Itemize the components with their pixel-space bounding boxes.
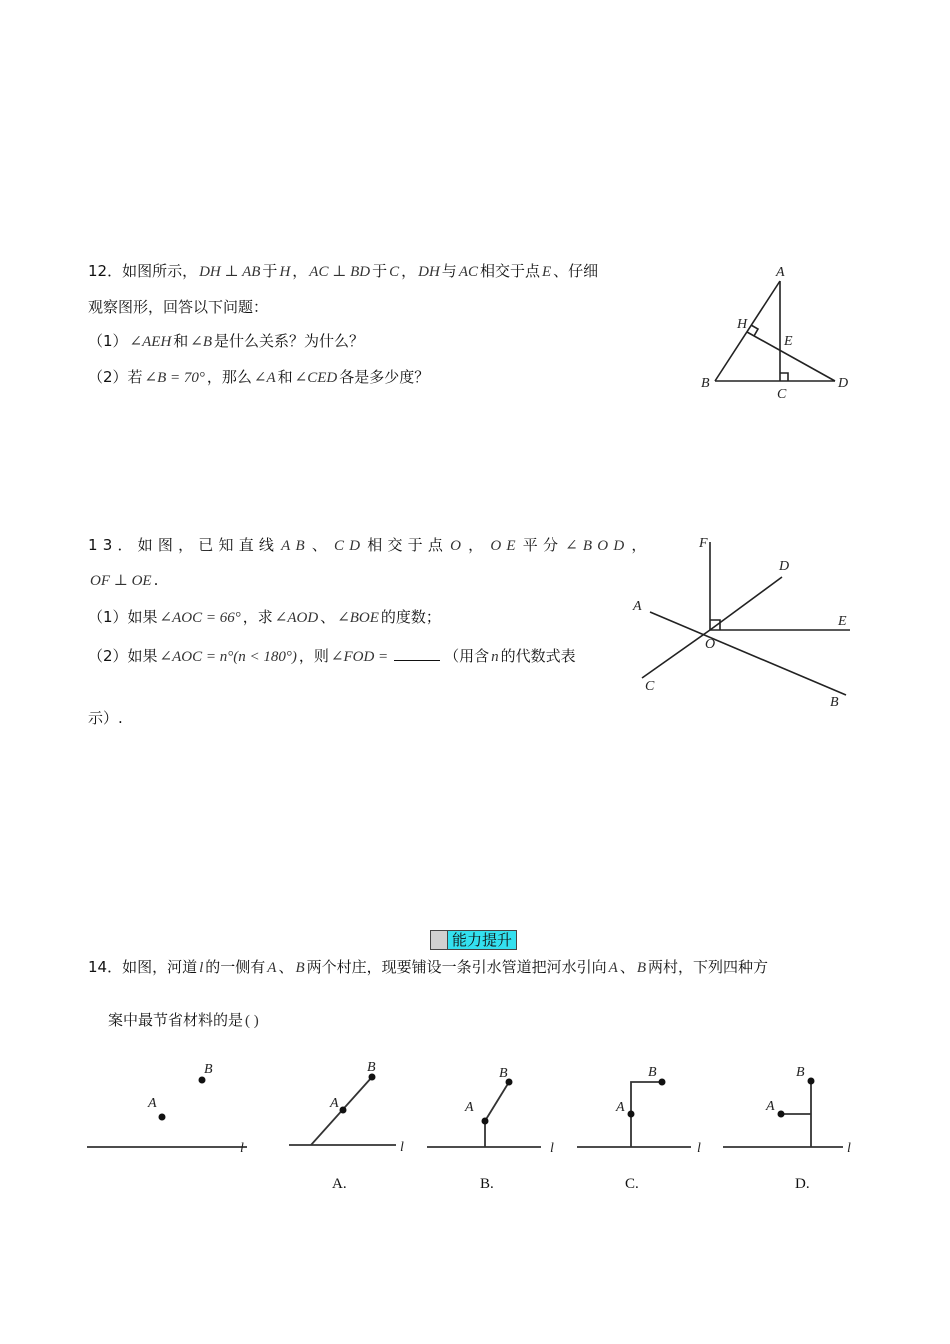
math: O — [450, 538, 467, 554]
text: ，求 — [242, 608, 273, 626]
label-B: B — [701, 376, 710, 391]
q14-options-figure — [80, 1055, 870, 1165]
label-C: C — [645, 679, 655, 694]
text: 和 — [173, 332, 189, 350]
text: ， — [468, 536, 489, 554]
q13-part1 — [88, 607, 441, 628]
text: 13．如图，已知直线 — [88, 536, 280, 554]
village-a-option-d — [778, 1111, 785, 1118]
text: 于 — [262, 262, 278, 280]
math: OF ⊥ OE — [90, 573, 152, 589]
text: 与 — [441, 262, 457, 280]
text: ， — [401, 262, 417, 280]
q13-lines-figure — [625, 530, 865, 715]
math: ∠BOD — [565, 538, 630, 554]
village-a-option-a — [340, 1107, 347, 1114]
text: . — [153, 571, 159, 589]
math: DH — [418, 264, 440, 280]
math: ∠AOD — [274, 610, 319, 626]
ray-OC — [642, 630, 710, 678]
text: 于 — [372, 262, 388, 280]
text: （2）如果 — [88, 647, 158, 665]
village-a-option-b — [482, 1118, 489, 1125]
text: 相交于点 — [367, 536, 449, 554]
math: ∠CED — [294, 370, 338, 386]
right-angle-mark-C — [780, 373, 788, 381]
label-B: B — [204, 1062, 213, 1077]
text: 、仔细 — [553, 262, 599, 280]
label-A: A — [148, 1096, 157, 1111]
label-A: A — [616, 1100, 625, 1115]
text: 、 — [619, 958, 635, 976]
text: 、 — [320, 608, 336, 626]
text: 的一侧有 — [205, 958, 266, 976]
math: A — [267, 960, 277, 976]
label-H: H — [737, 317, 748, 332]
text: 14．如图，河道 — [88, 958, 198, 976]
q14-line2 — [108, 1010, 261, 1031]
text: （2）若 — [88, 368, 143, 386]
option-d-label[interactable]: D. — [795, 1176, 810, 1192]
label-F: F — [699, 536, 708, 551]
q13-line1 — [88, 535, 652, 556]
text: 和 — [277, 368, 293, 386]
village-b-option-d — [808, 1078, 815, 1085]
text: 、 — [311, 536, 333, 554]
text: （1） — [88, 332, 128, 350]
badge-marker — [430, 930, 447, 950]
label-B: B — [499, 1066, 508, 1081]
text: 平分 — [522, 536, 564, 554]
pipe-option-c — [631, 1082, 662, 1147]
math: B — [636, 960, 647, 976]
math: AC — [458, 264, 478, 280]
label-A: A — [776, 265, 785, 280]
label-l: l — [697, 1141, 701, 1156]
text: 的度数； — [380, 608, 441, 626]
village-b-original — [199, 1077, 206, 1084]
option-c-label[interactable]: C. — [625, 1176, 639, 1192]
label-D: D — [838, 376, 849, 391]
label-B: B — [367, 1060, 376, 1075]
label-O: O — [705, 637, 716, 652]
text: 、 — [278, 958, 294, 976]
pipe-option-b-2 — [485, 1082, 509, 1121]
q13-line2 — [88, 570, 158, 591]
answer-blank[interactable] — [394, 646, 440, 661]
q12-triangle-figure — [690, 255, 870, 405]
math: C — [389, 264, 400, 280]
q12-line2: 观察图形，回答以下问题： — [88, 298, 269, 316]
math: H — [279, 264, 291, 280]
label-l: l — [847, 1141, 851, 1156]
text: 的代数式表 — [500, 647, 576, 665]
q14-line1 — [88, 957, 768, 978]
math: AC ⊥ BD — [309, 264, 371, 280]
label-A: A — [766, 1099, 775, 1114]
village-b-option-c — [659, 1079, 666, 1086]
option-b-label[interactable]: B. — [480, 1176, 494, 1192]
answer-parentheses: ( ) — [245, 1013, 259, 1029]
text: 各是多少度？ — [339, 368, 430, 386]
math: ∠A — [253, 370, 276, 386]
label-A: A — [633, 599, 642, 614]
math: B — [295, 960, 305, 976]
q12-part1 — [88, 331, 364, 352]
math: l — [199, 960, 204, 976]
label-E: E — [784, 334, 793, 349]
village-a-original — [159, 1114, 166, 1121]
label-A: A — [465, 1100, 474, 1115]
math: AB — [281, 538, 310, 554]
label-B: B — [796, 1065, 805, 1080]
text: 是什么关系？为什么？ — [214, 332, 365, 350]
q13-line5: 示）. — [88, 709, 123, 727]
label-A: A — [330, 1096, 339, 1111]
q12-number: 12．如图所示， — [88, 262, 198, 280]
label-l: l — [400, 1140, 404, 1155]
math: ∠AEH — [129, 334, 172, 350]
math: DH ⊥ AB — [199, 264, 261, 280]
math: ∠BOE — [337, 610, 379, 626]
label-C: C — [777, 387, 787, 402]
math: CD — [334, 538, 366, 554]
option-a-label[interactable]: A. — [332, 1176, 347, 1192]
text: ， — [631, 536, 652, 554]
line-AB — [650, 612, 846, 695]
label-B: B — [648, 1065, 657, 1080]
label-D: D — [779, 559, 790, 574]
text: 案中最节省材料的是 — [108, 1011, 244, 1029]
label-l: l — [240, 1141, 244, 1156]
section-badge — [430, 930, 517, 950]
section-badge-label: 能力提升 — [447, 930, 517, 950]
math: ∠B = 70° — [144, 370, 205, 386]
label-l: l — [550, 1141, 554, 1156]
math: n — [491, 649, 499, 665]
q12-part2 — [88, 367, 429, 388]
label-B: B — [830, 695, 839, 710]
text: 两村，下列四种方 — [648, 958, 769, 976]
math: ∠AOC = 66° — [159, 610, 241, 626]
label-E: E — [838, 614, 847, 629]
text: 两个村庄，现要铺设一条引水管道把河水引向 — [306, 958, 607, 976]
text: ， — [292, 262, 308, 280]
text: （用含 — [444, 647, 490, 665]
math: E — [542, 264, 552, 280]
text: ，则 — [298, 647, 329, 665]
q12-line1 — [88, 261, 598, 282]
math: OE — [490, 538, 521, 554]
village-a-option-c — [628, 1111, 635, 1118]
math: ∠B — [190, 334, 213, 350]
text: 相交于点 — [479, 262, 540, 280]
math: ∠AOC = n°(n < 180°) — [159, 649, 297, 665]
text: ，那么 — [206, 368, 252, 386]
q13-part2 — [88, 646, 576, 667]
segment-BA — [715, 281, 780, 381]
math: ∠FOD = — [330, 649, 389, 665]
text: （1）如果 — [88, 608, 158, 626]
math: A — [608, 960, 618, 976]
